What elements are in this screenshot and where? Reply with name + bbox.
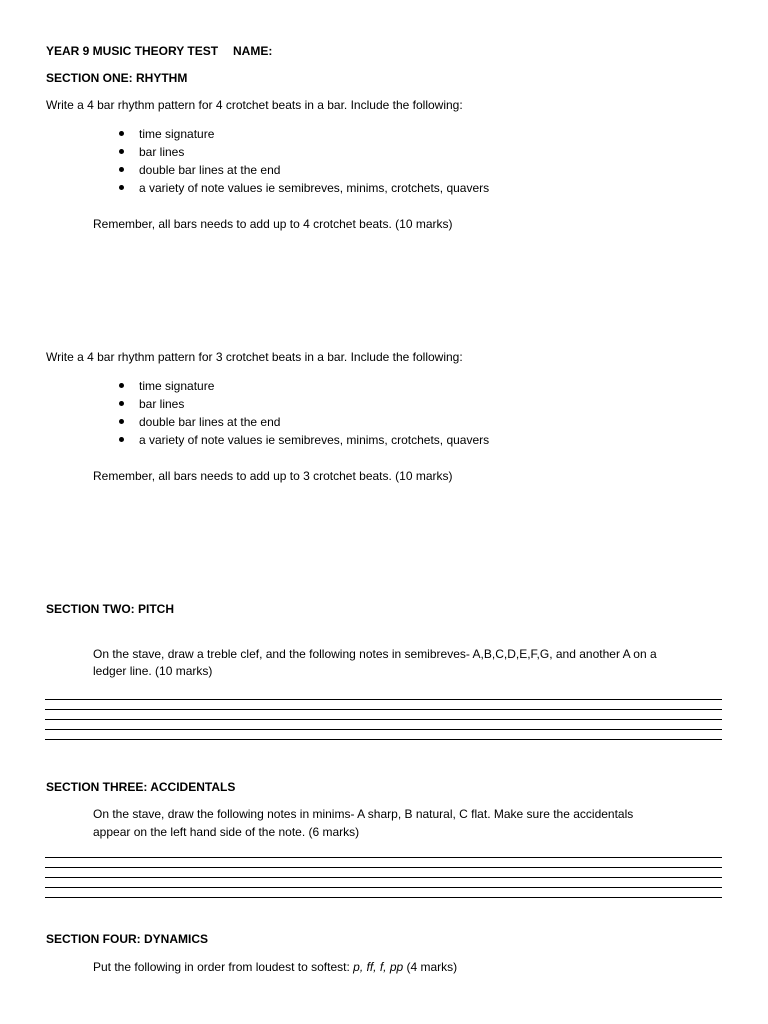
accidentals-stave: [45, 857, 722, 899]
section-three-heading: SECTION THREE: ACCIDENTALS: [46, 780, 236, 794]
dynamics-list: p, ff, f, pp: [353, 960, 404, 974]
stave-line: [45, 709, 722, 710]
list-item: a variety of note values ie semibreves, minims, crotchets, quavers: [115, 179, 489, 197]
name-label: NAME:: [233, 44, 273, 58]
task2-bullet-list: [115, 377, 489, 449]
stave-line: [45, 887, 722, 888]
task1-bullet-list: [115, 125, 489, 197]
section-two-heading: SECTION TWO: PITCH: [46, 602, 174, 616]
section-one-heading: SECTION ONE: RHYTHM: [46, 71, 188, 85]
list-item: time signature: [115, 125, 489, 143]
task2-instruction: Write a 4 bar rhythm pattern for 3 crotchet beats in a bar. Include the following:: [46, 350, 463, 364]
instruction-suffix: (4 marks): [403, 960, 458, 974]
stave-line: [45, 719, 722, 720]
pitch-stave: [45, 699, 722, 741]
stave-line: [45, 897, 722, 898]
stave-line: [45, 877, 722, 878]
task1-reminder: Remember, all bars needs to add up to 4 crotchet beats. (10 marks): [93, 217, 453, 231]
stave-line: [45, 729, 722, 730]
list-item: a variety of note values ie semibreves, minims, crotchets, quavers: [115, 431, 489, 449]
stave-line: [45, 699, 722, 700]
stave-line: [45, 857, 722, 858]
task2-reminder: Remember, all bars needs to add up to 3 crotchet beats. (10 marks): [93, 469, 453, 483]
list-item: double bar lines at the end: [115, 413, 489, 431]
section-three-instruction-line2: appear on the left hand side of the note. (6 marks): [93, 825, 360, 839]
list-item: bar lines: [115, 395, 489, 413]
test-title: YEAR 9 MUSIC THEORY TEST: [46, 44, 219, 58]
stave-line: [45, 867, 722, 868]
section-two-instruction-line2: ledger line. (10 marks): [93, 664, 213, 678]
section-four-heading: SECTION FOUR: DYNAMICS: [46, 932, 208, 946]
section-three-instruction-line1: On the stave, draw the following notes in minims- A sharp, B natural, C flat. Make sure the accidentals: [93, 807, 634, 821]
task1-instruction: Write a 4 bar rhythm pattern for 4 crotchet beats in a bar. Include the following:: [46, 98, 463, 112]
list-item: time signature: [115, 377, 489, 395]
stave-line: [45, 739, 722, 740]
list-item: double bar lines at the end: [115, 161, 489, 179]
section-two-instruction-line1: On the stave, draw a treble clef, and the following notes in semibreves- A,B,C,D,E,F,G, and another A on a: [93, 647, 657, 661]
section-four-instruction: [93, 960, 457, 974]
instruction-prefix: Put the following in order from loudest to softest:: [93, 960, 354, 974]
list-item: bar lines: [115, 143, 489, 161]
